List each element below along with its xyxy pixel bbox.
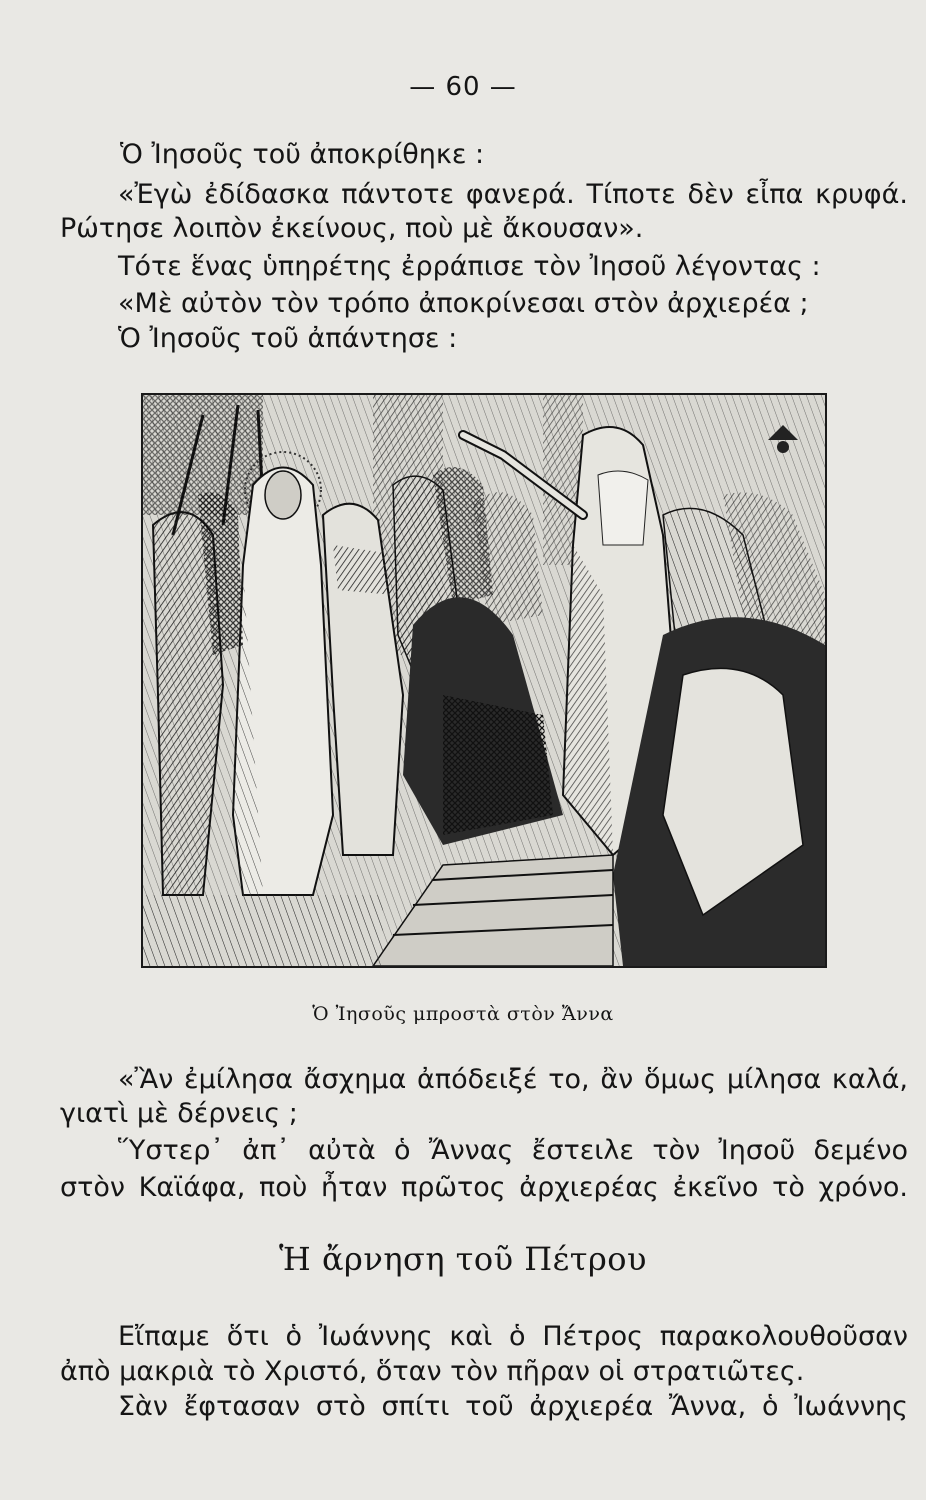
text-line: Ὁ Ἰησοῦς τοῦ ἀποκρίθηκε : [120,139,485,170]
section-heading: Ἡ ἄρνηση τοῦ Πέτρου [279,1240,647,1278]
text-line: Ὕστερ᾿ ἀπ᾿ αὐτὰ ὁ Ἄννας ἔστειλε τὸν Ἰησοῦ δεμένο [118,1135,908,1166]
text-line: Σὰν ἔφτασαν στὸ σπίτι τοῦ ἀρχιερέα Ἄννα, ὁ Ἰωάννης [118,1391,908,1422]
engraving-picture [143,395,825,966]
text-line: Τότε ἕνας ὑπηρέτης ἐρράπισε τὸν Ἰησοῦ λέγοντας : [118,251,821,282]
text-line: Εἴπαμε ὅτι ὁ Ἰωάννης καὶ ὁ Πέτρος παρακολουθοῦσαν [118,1321,908,1352]
text-line: Ὁ Ἰησοῦς τοῦ ἀπάντησε : [118,323,458,354]
text-line: ἀπὸ μακριὰ τὸ Χριστό, ὅταν τὸν πῆραν οἱ στρατιῶτες. [60,1356,805,1387]
page-number: — 60 — [409,72,517,102]
text-line: «Ἐγὼ ἐδίδασκα πάντοτε φανερά. Τίποτε δὲν εἶπα κρυφά. [118,179,908,210]
text-line: «Ἂν ἐμίλησα ἄσχημα ἀπόδειξέ το, ἂν ὅμως μίλησα καλά, [118,1064,908,1095]
figure-caption: Ὁ Ἰησοῦς μπροστὰ στὸν Ἄννα [312,1003,614,1025]
text-line: Ρώτησε λοιπὸν ἐκείνους, ποὺ μὲ ἄκουσαν». [60,213,644,244]
text-line: γιατὶ μὲ δέρνεις ; [60,1098,298,1129]
engraving-illustration [141,393,827,968]
text-line: «Μὲ αὐτὸν τὸν τρόπο ἀποκρίνεσαι στὸν ἀρχιερέα ; [118,288,809,319]
text-line: στὸν Καϊάφα, ποὺ ἦταν πρῶτος ἀρχιερέας ἐκεῖνο τὸ χρόνο. [60,1172,908,1203]
